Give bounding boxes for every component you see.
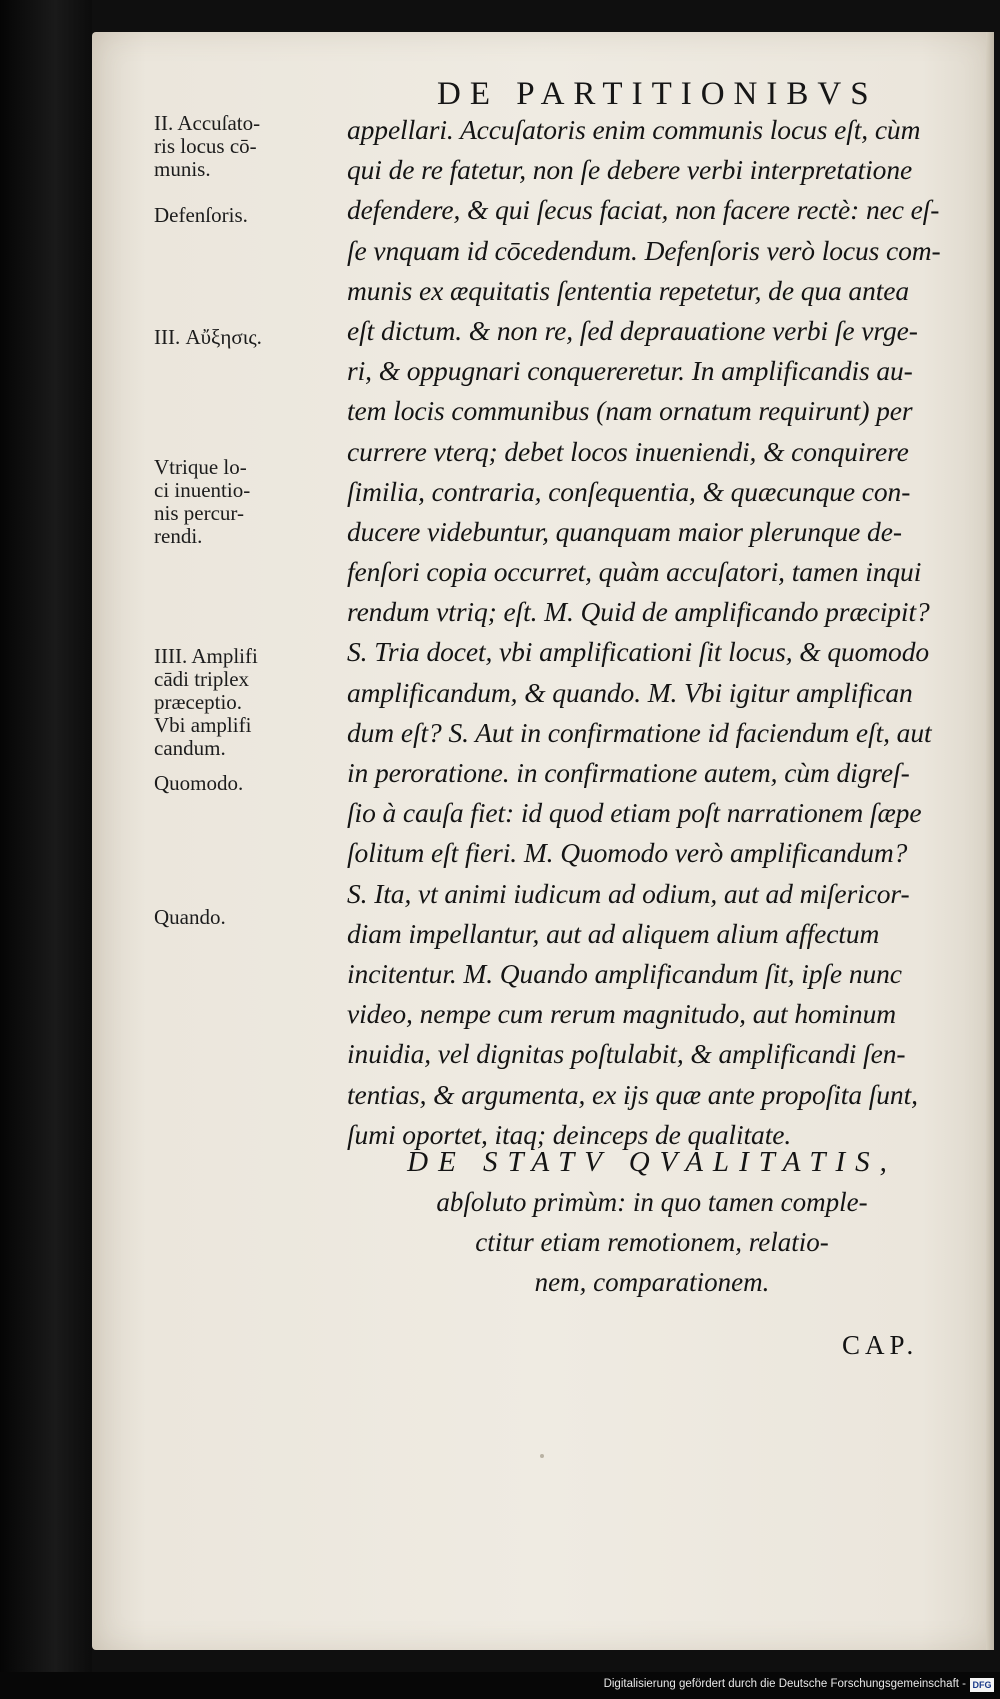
body-line: ducere videbuntur, quanquam maior plerunque de- [347, 515, 902, 547]
body-line: fenſori copia occurret, quàm accuſatori, tamen inqui [347, 556, 922, 588]
paper-speck [540, 1454, 544, 1458]
body-line: tem locis communibus (nam ornatum requirunt) per [347, 395, 913, 427]
body-line: incitentur. M. Quando amplificandum ſit, ipſe nunc [347, 957, 902, 989]
section-heading-subline: nem, comparationem. [534, 1267, 770, 1297]
page-edge [986, 32, 994, 1650]
margin-note-defensoris [154, 204, 334, 227]
margin-note-line: Vtrique lo- [154, 455, 247, 479]
body-line: amplificandum, & quando. M. Vbi igitur amplifican [347, 676, 913, 708]
body-line: currere vterq; debet locos inueniendi, & conquirere [347, 435, 909, 467]
body-line: video, nempe cum rerum magnitudo, aut hominum [347, 998, 896, 1030]
body-line: inuidia, vel dignitas poſtulabit, & amplificandi ſen- [347, 1038, 906, 1070]
body-line: in peroratione. in confirmatione autem, cùm digreſ- [347, 757, 910, 788]
margin-note-line: III. Αὔξησις. [154, 325, 262, 349]
margin-note-utrique [154, 456, 334, 548]
body-line: rendum vtriq; eſt. M. Quid de amplificando præcipit? [347, 596, 930, 628]
body-line: defendere, & qui ſecus faciat, non facere rectè: nec eſ- [347, 194, 940, 226]
body-line: ri, & oppugnari conquereretur. In amplificandis au- [347, 355, 913, 387]
section-heading-subline: abſoluto primùm: in quo tamen comple- [436, 1187, 868, 1217]
margin-note-accusatoris [154, 112, 334, 181]
body-line: ſimilia, contraria, conſequentia, & quæcunque con- [347, 475, 911, 507]
body-line: eſt dictum. & non re, ſed deprauatione verbi ſe vrge- [347, 314, 918, 346]
body-line: ſe vnquam id cōcedendum. Defenſoris verò locus com- [347, 234, 941, 266]
margin-note-line: nis percur- [154, 501, 244, 525]
margin-note-line: munis. [154, 157, 211, 181]
body-line: ſumi oportet, itaq; deinceps de qualitate. [347, 1118, 792, 1150]
margin-note-quomodo [154, 772, 334, 795]
margin-note-auxesis [154, 326, 334, 349]
margin-note-line: cādi triplex [154, 667, 250, 691]
section-heading-subline: ctitur etiam remotionem, relatio- [475, 1227, 829, 1257]
running-head: DE PARTITIONIBVS [437, 76, 878, 112]
margin-note-line: ci inuentio- [154, 478, 251, 502]
body-line: dum eſt? S. Aut in confirmatione id faciendum eſt, aut [347, 716, 932, 748]
margin-note-line: rendi. [154, 524, 203, 548]
margin-note-line: IIII. Amplifi [154, 644, 258, 668]
footer-credit: Digitalisierung gefördert durch die Deutsche Forschungsgemeinschaft - [603, 1678, 966, 1690]
body-line: ſio à cauſa fiet: id quod etiam poſt narrationem ſæpe [347, 797, 922, 829]
section-heading-title: DE STATV QVALITATIS, [407, 1146, 897, 1178]
book-spine-shadow [0, 0, 92, 1699]
margin-note-line: præceptio. [154, 690, 243, 714]
body-line: S. Ita, vt animi iudicum ad odium, aut ad miſericor- [347, 877, 910, 909]
margin-note-line: Vbi amplifi [154, 713, 252, 737]
margin-note-line: candum. [154, 736, 226, 760]
margin-note-line: Quando. [154, 905, 226, 929]
margin-note-line: Defenſoris. [154, 203, 248, 227]
body-line: qui de re fatetur, non ſe debere verbi interpretatione [347, 154, 913, 186]
body-line: ſolitum eſt fieri. M. Quomodo verò amplificandum? [347, 837, 908, 869]
catchword: CAP. [842, 1330, 919, 1360]
body-line: appellari. Accuſatoris enim communis locus eſt, cùm [347, 114, 921, 145]
margin-note-amplificandi [154, 645, 334, 760]
body-line: munis ex æquitatis ſententia repetetur, de qua antea [347, 274, 910, 306]
body-text [347, 110, 975, 1155]
margin-note-quando [154, 906, 334, 929]
body-line: diam impellantur, aut ad aliquem alium affectum [347, 917, 880, 949]
body-line: tentias, & argumenta, ex ijs quæ ante propoſita ſunt, [347, 1078, 918, 1110]
dfg-logo-icon: DFG [970, 1678, 994, 1692]
book-page [92, 32, 994, 1650]
section-heading [352, 1142, 952, 1302]
margin-note-line: ris locus cō- [154, 134, 257, 158]
body-line: S. Tria docet, vbi amplificationi ſit locus, & quomodo [347, 636, 930, 668]
margin-note-line: II. Accuſato- [154, 111, 261, 135]
margin-note-line: Quomodo. [154, 771, 244, 795]
